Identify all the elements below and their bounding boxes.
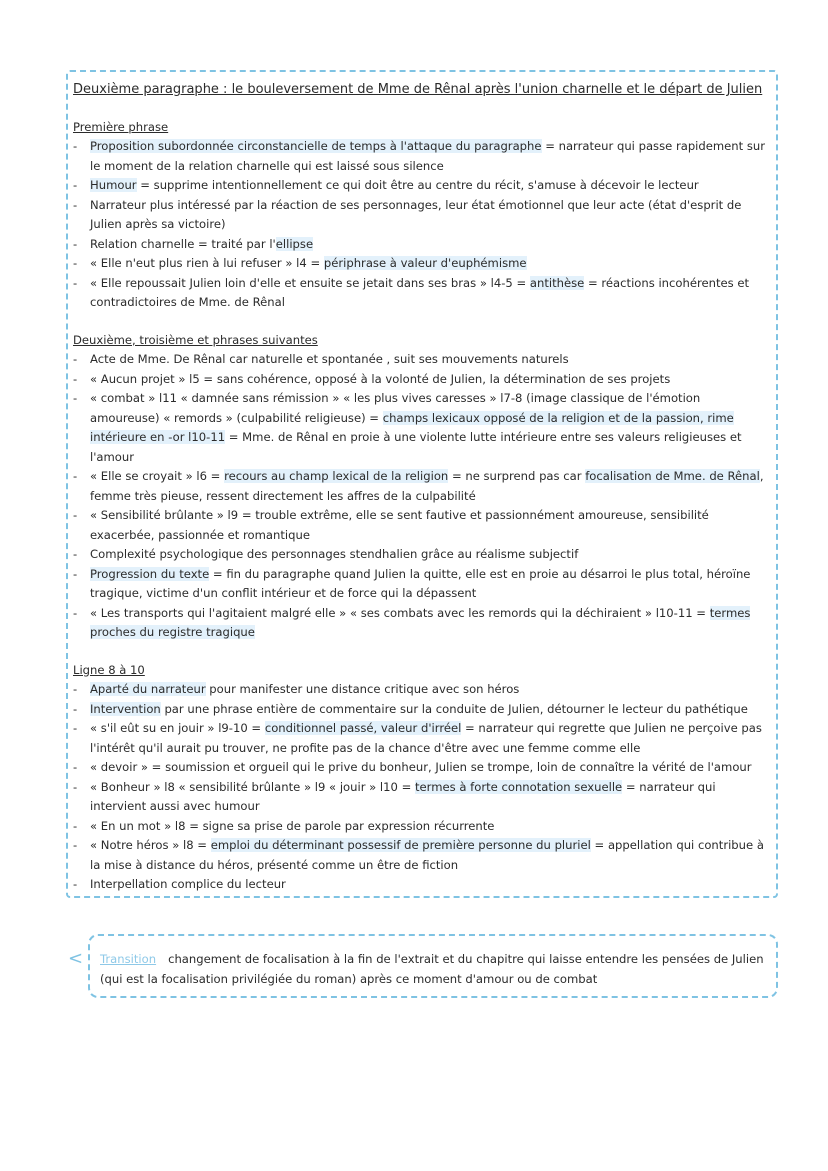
list-item: - Intervention par une phrase entière de commentaire sur la conduite de Julien, détourner le lecteur du pathétique (73, 700, 770, 720)
list-item: - « Les transports qui l'agitaient malgré elle » « ses combats avec les remords qui la déchiraient » l10-11 = termes proches du registre tragique (73, 604, 770, 643)
page-title: Deuxième paragraphe : le bouleversement de Mme de Rênal après l'union charnelle et le départ de Julien (73, 82, 763, 97)
section-heading: Première phrase (73, 119, 169, 134)
list-item: - Relation charnelle = traité par l'ellipse (73, 235, 770, 255)
list-item: - Interpellation complice du lecteur (73, 875, 770, 895)
list-item: - « Elle repoussait Julien loin d'elle et ensuite se jetait dans ses bras » l4-5 = antithèse = réactions incohérentes et contradictoires de Mme. de Rênal (73, 274, 770, 313)
list-item: - « Notre héros » l8 = emploi du déterminant possessif de première personne du pluriel = appellation qui contribue à la mise à distance du héros, présenté comme un être de fiction (73, 836, 770, 875)
list-item: - « Elle se croyait » l6 = recours au champ lexical de la religion = ne surprend pas car focalisation de Mme. de Rênal, femme très pieuse, ressent directement les affres de la culpabilité (73, 467, 770, 506)
section-ligne-8-10 (73, 661, 770, 895)
list-item: - « Aucun projet » l5 = sans cohérence, opposé à la volonté de Julien, la détermination de ses projets (73, 370, 770, 390)
list-item: - Complexité psychologique des personnages stendhalien grâce au réalisme subjectif (73, 545, 770, 565)
bullet-list (73, 350, 770, 643)
list-item: - Acte de Mme. De Rênal car naturelle et spontanée , suit ses mouvements naturels (73, 350, 770, 370)
list-item: - « devoir » = soumission et orgueil qui le prive du bonheur, Julien se trompe, loin de connaître la vérité de l'amour (73, 758, 770, 778)
list-item: - Narrateur plus intéressé par la réaction de ses personnages, leur état émotionnel que leur acte (état d'esprit de Julien après sa victoire) (73, 196, 770, 235)
list-item: - « Bonheur » l8 « sensibilité brûlante » l9 « jouir » l10 = termes à forte connotation sexuelle = narrateur qui intervient aussi avec humour (73, 778, 770, 817)
section-heading: Ligne 8 à 10 (73, 662, 145, 677)
list-item: - « Elle n'eut plus rien à lui refuser » l4 = périphrase à valeur d'euphémisme (73, 254, 770, 274)
list-item: - Progression du texte = fin du paragraphe quand Julien la quitte, elle est en proie au désarroi le plus total, héroïne tragique, victime d'un conflit intérieur et de force qui la dépassent (73, 565, 770, 604)
transition-label: Transition (100, 952, 157, 966)
section-premiere-phrase (73, 118, 770, 313)
list-item: - Aparté du narrateur pour manifester une distance critique avec son héros (73, 680, 770, 700)
section-heading: Deuxième, troisième et phrases suivantes (73, 332, 318, 347)
list-item: - Proposition subordonnée circonstancielle de temps à l'attaque du paragraphe = narrateur qui passe rapidement sur le moment de la relation charnelle qui est laissé sous silence (73, 137, 770, 176)
notes-content (73, 80, 770, 913)
transition-block (100, 950, 765, 989)
bullet-list (73, 137, 770, 313)
chevron-left-icon: < (68, 948, 84, 969)
list-item: - « combat » l11 « damnée sans rémission » « les plus vives caresses » l7-8 (image classique de l'émotion amoureuse) « remords » (culpabilité religieuse) = champs lexicaux opposé de la religion et de la passion, rime intérieure en -or l10-11 = Mme. de Rênal en proie à une violente lutte intérieure entre ses valeurs religieuses et l'amour (73, 389, 770, 467)
list-item: - Humour = supprime intentionnellement ce qui doit être au centre du récit, s'amuse à décevoir le lecteur (73, 176, 770, 196)
list-item: - « s'il eût su en jouir » l9-10 = conditionnel passé, valeur d'irréel = narrateur qui regrette que Julien ne perçoive pas l'intérêt qu'il aurait pu trouver, ne profite pas de la chance d'être avec une femme comme elle (73, 719, 770, 758)
section-phrases-suivantes (73, 331, 770, 643)
list-item: - « Sensibilité brûlante » l9 = trouble extrême, elle se sent fautive et passionnément amoureuse, sensibilité exacerbée, passionnée et romantique (73, 506, 770, 545)
bullet-list (73, 680, 770, 895)
list-item: - « En un mot » l8 = signe sa prise de parole par expression récurrente (73, 817, 770, 837)
transition-text: changement de focalisation à la fin de l'extrait et du chapitre qui laisse entendre les pensées de Julien (qui est la focalisation privilégiée du roman) après ce moment d'amour ou de combat (100, 952, 764, 986)
